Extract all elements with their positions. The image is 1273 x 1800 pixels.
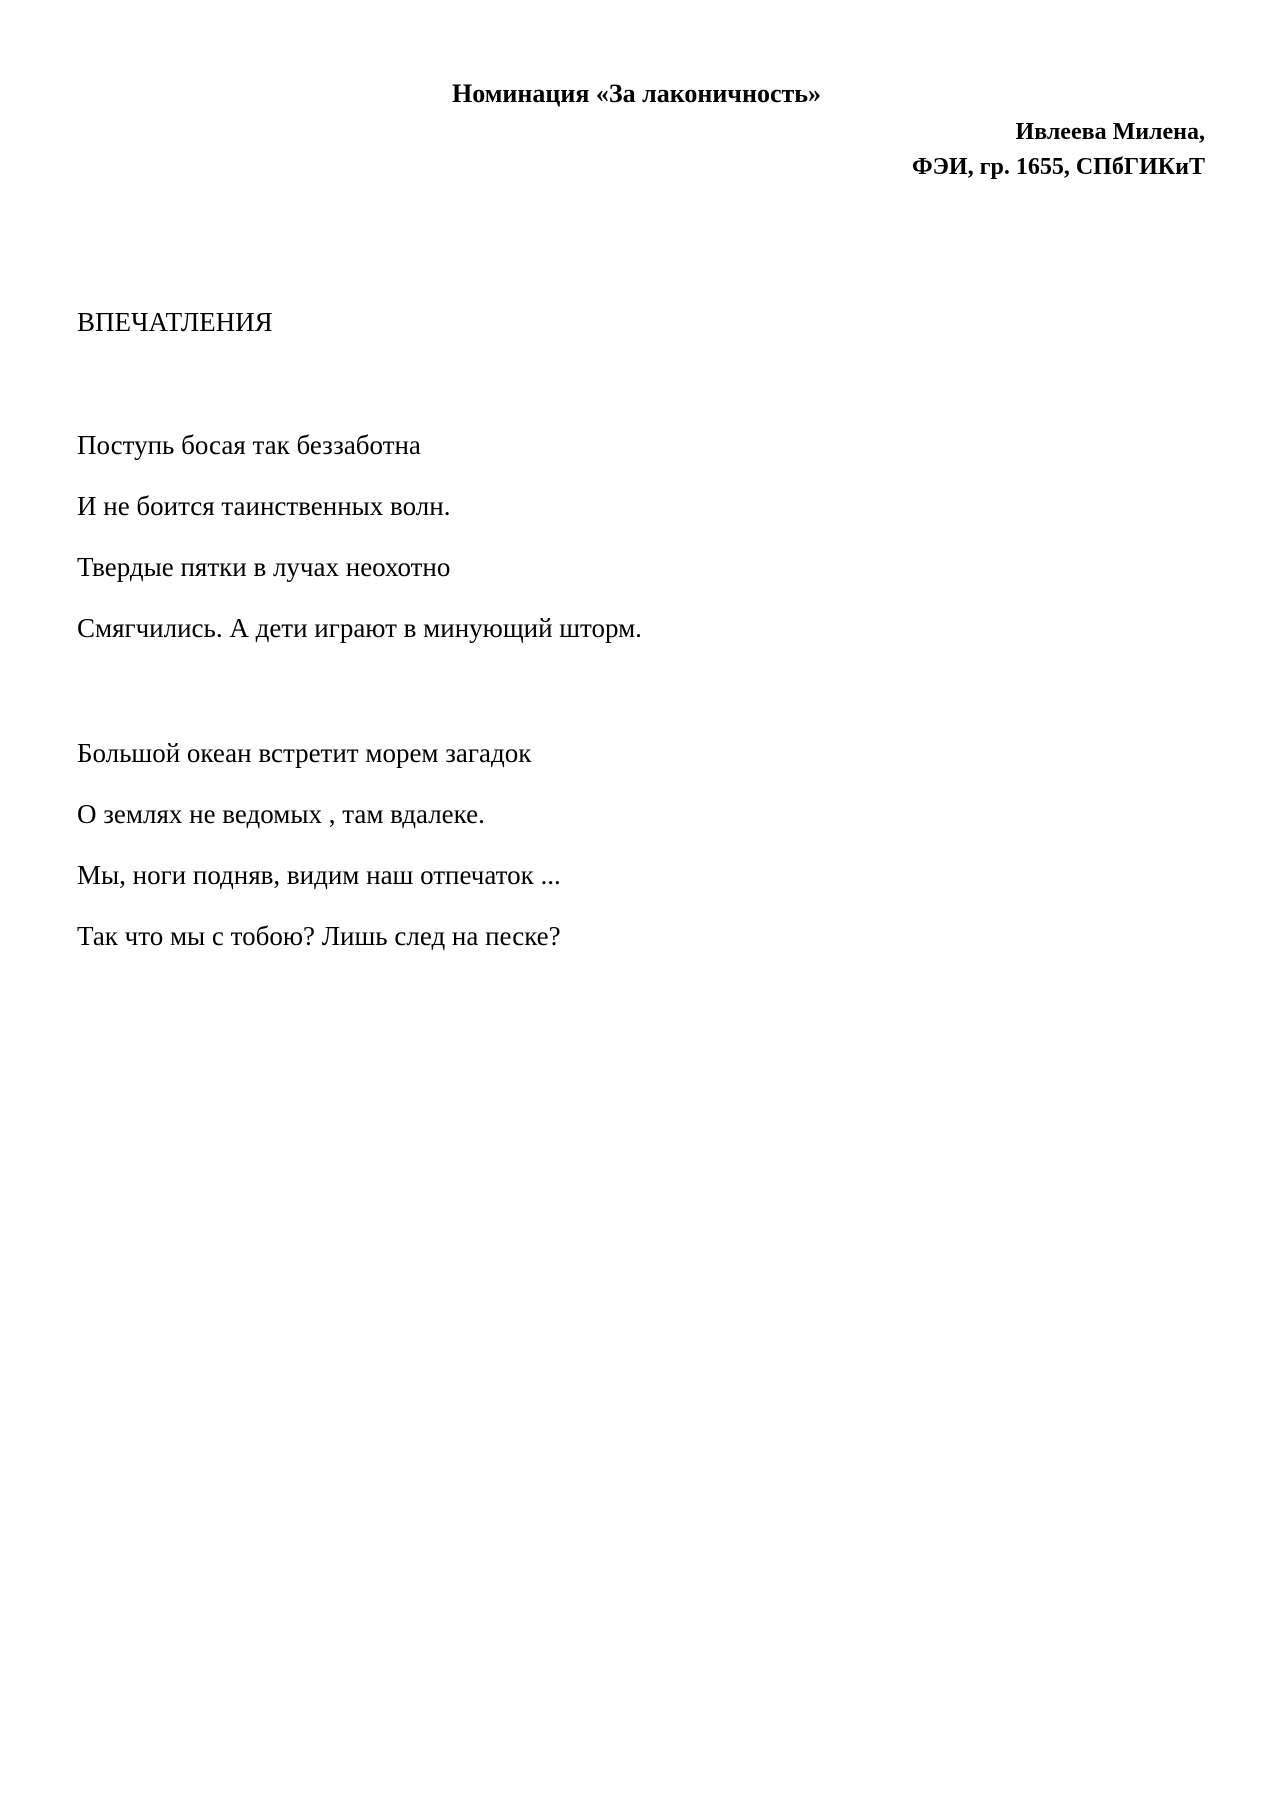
author-name: Ивлеева Милена, bbox=[1015, 119, 1205, 145]
poem-line: И не боится таинственных волн. bbox=[77, 491, 451, 521]
poem-line: Поступь босая так беззаботна bbox=[77, 430, 421, 460]
poem-line: Твердые пятки в лучах неохотно bbox=[77, 552, 451, 582]
poem-line: Мы, ноги подняв, видим наш отпечаток ... bbox=[77, 860, 561, 890]
poem-stanza-1 bbox=[77, 428, 642, 672]
poem-line: Большой океан встретит морем загадок bbox=[77, 738, 532, 768]
poem-line: О землях не ведомых , там вдалеке. bbox=[77, 799, 485, 829]
poem-stanza-2 bbox=[77, 736, 561, 980]
poem-line: Смягчились. А дети играют в минующий шторм. bbox=[77, 613, 642, 643]
poem-title: ВПЕЧАТЛЕНИЯ bbox=[77, 307, 273, 337]
poem-line: Так что мы с тобою? Лишь след на песке? bbox=[77, 921, 561, 951]
nomination-heading: Номинация «За лаконичность» bbox=[451, 79, 822, 108]
author-block bbox=[912, 115, 1205, 185]
author-affiliation: ФЭИ, гр. 1655, СПбГИКиТ bbox=[912, 154, 1205, 180]
